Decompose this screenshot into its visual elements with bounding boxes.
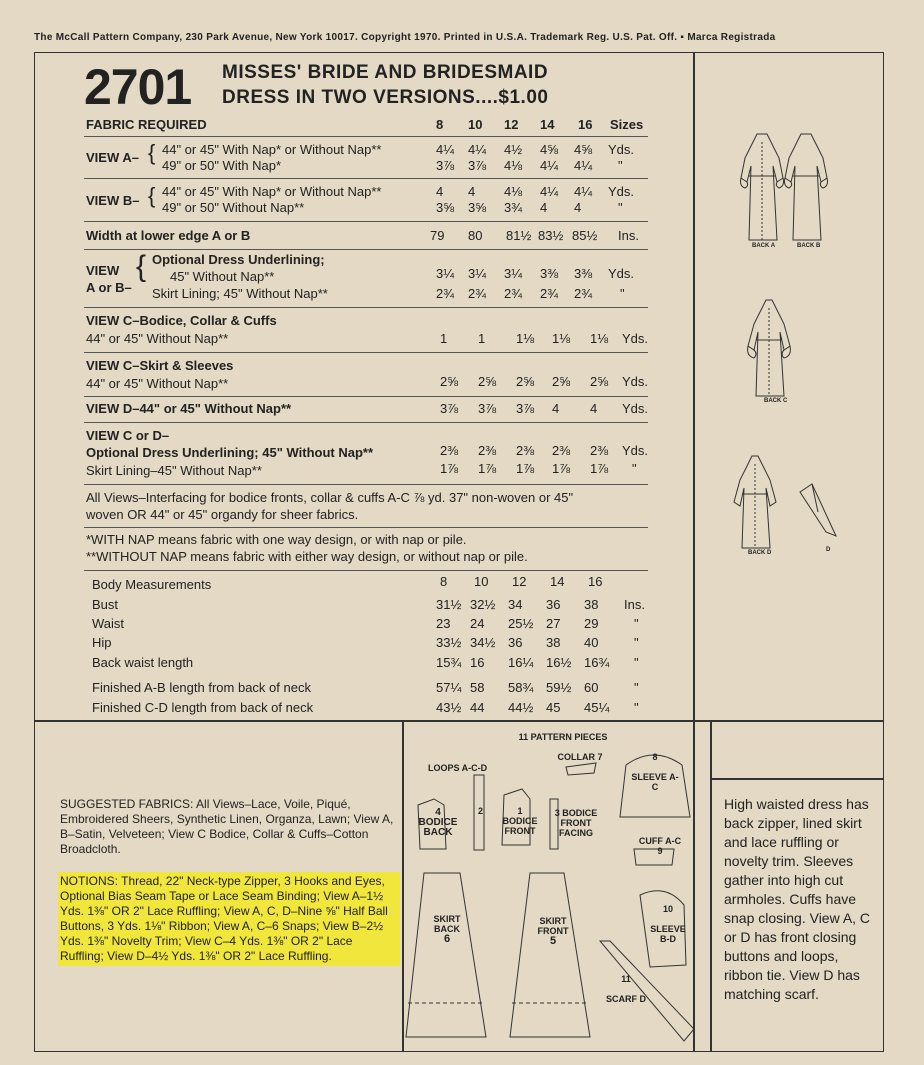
piece-10-label	[648, 904, 688, 944]
measurement-value: 34½	[470, 635, 496, 650]
piece-11-name: SCARF D	[606, 994, 646, 1004]
value-cell: 1⅞	[590, 461, 609, 476]
value-cell: 3¼	[436, 266, 455, 281]
value-cell: 4¼	[540, 158, 559, 173]
measurement-value: 33½	[436, 635, 462, 650]
measurement-value: 23	[436, 616, 451, 631]
measurement-label: Finished A-B length from back of neck	[92, 680, 311, 695]
view-c-skirt-line: 44" or 45" Without Nap**	[86, 376, 229, 391]
view-c-bodice-line: 44" or 45" Without Nap**	[86, 331, 229, 346]
value-unit: Yds.	[622, 443, 649, 458]
view-d-label: VIEW D–44" or 45" Without Nap**	[86, 401, 292, 416]
back-a-label: BACK A	[752, 243, 776, 249]
pattern-number: 2701	[84, 59, 192, 115]
back-view-c-sketch	[740, 296, 800, 406]
measurement-value: 45	[546, 700, 561, 715]
value-cell: 3⅞	[440, 401, 459, 416]
value-cell: 1⅞	[478, 461, 497, 476]
measurement-value: 59½	[546, 680, 572, 695]
measurement-value: 36	[546, 597, 561, 612]
piece-11-num: 11	[621, 974, 631, 984]
value-cell: 2¾	[504, 286, 523, 301]
piece-4-name: BODICE BACK	[418, 817, 458, 838]
measurement-value: 32½	[470, 597, 496, 612]
value-cell: 2⅝	[516, 374, 535, 389]
notions: NOTIONS: Thread, 22" Neck-type Zipper, 3 Hooks and Eyes, Optional Bias Seam Tape or Lace Seam Binding; View A–1½ Yds. 1⅜" OR 2" Lace Ruffling; View A, C, D–Nine ⅝" Half Ball Buttons, 3 Yds. 1⅛" Ribbon; View A, C–6 Snaps; View B–2½ Yds. 1⅜" Novelty Trim; View C–4 Yds. 1⅜" OR 2" Lace Ruffling; View D–4½ Yds. 1⅜" OR 2" Lace Ruffling.	[58, 872, 400, 966]
value-unit: "	[618, 158, 623, 173]
measurement-value: 44	[470, 700, 485, 715]
title-line-1: MISSES' BRIDE AND BRIDESMAID	[222, 62, 549, 83]
measurement-value: 24	[470, 616, 485, 631]
separator	[84, 249, 648, 250]
measurement-value: 16¾	[584, 655, 610, 670]
piece-4-num: 4	[435, 807, 441, 818]
measurement-value: 16¼	[508, 655, 534, 670]
value-cell: 3¼	[468, 266, 487, 281]
separator	[84, 422, 648, 423]
value-cell: 2⅜	[478, 443, 497, 458]
all-views-line-2: woven OR 44" or 45" organdy for sheer fabrics.	[86, 507, 359, 522]
value-cell: 83½	[538, 228, 564, 243]
brace: {	[136, 250, 147, 283]
measurement-unit: Ins.	[624, 597, 645, 612]
measurement-value: 43½	[436, 700, 462, 715]
measurement-value: 40	[584, 635, 599, 650]
loops-label	[428, 763, 487, 773]
view-a-line-2: 49" or 50" With Nap*	[162, 158, 282, 173]
size-header-14: 14	[540, 117, 555, 132]
value-cell: 4	[436, 184, 444, 199]
separator	[84, 178, 648, 179]
measurement-value: 58	[470, 680, 485, 695]
piece-7-num: 7	[597, 752, 603, 762]
piece-3-label	[546, 808, 606, 838]
value-cell: 1⅛	[516, 331, 535, 346]
value-cell: 3¼	[504, 266, 523, 281]
piece-8-label	[630, 752, 680, 792]
value-cell: 4	[574, 200, 582, 215]
value-cell: 2⅝	[590, 374, 609, 389]
value-cell: 81½	[506, 228, 532, 243]
measurement-value: 38	[546, 635, 561, 650]
description-top-line	[710, 778, 884, 780]
value-cell: 2¾	[436, 286, 455, 301]
value-unit: Yds.	[622, 374, 649, 389]
measurement-unit: "	[634, 700, 639, 715]
measurement-label: Bust	[92, 597, 119, 612]
underlining-line-3: Skirt Lining; 45" Without Nap**	[152, 286, 328, 301]
separator	[84, 396, 648, 397]
description-divider	[710, 720, 712, 1052]
view-c-or-d-label: VIEW C or D–	[86, 428, 170, 443]
separator	[84, 307, 648, 308]
measurement-unit: "	[634, 635, 639, 650]
measurement-label: Finished C-D length from back of neck	[92, 700, 314, 715]
scarf-d-label: D	[826, 547, 831, 553]
separator	[84, 221, 648, 222]
piece-5-label	[530, 916, 576, 946]
with-nap-note: *WITH NAP means fabric with one way design, or with nap or pile.	[86, 532, 467, 547]
value-unit: Yds.	[622, 331, 649, 346]
size-header-8: 8	[436, 117, 444, 132]
value-cell: 80	[468, 228, 483, 243]
size-header-16: 16	[588, 574, 603, 589]
measurement-value: 34	[508, 597, 523, 612]
value-cell: 2⅜	[590, 443, 609, 458]
separator	[84, 484, 648, 485]
value-cell: 85½	[572, 228, 598, 243]
loops-name: LOOPS A-C-D	[428, 763, 488, 773]
piece-10-name: SLEEVE B-D	[650, 924, 686, 944]
value-cell: 2⅝	[440, 374, 459, 389]
separator	[84, 570, 648, 571]
view-b-label: VIEW B–	[86, 193, 140, 208]
measurement-value: 27	[546, 616, 561, 631]
value-cell: 4⅝	[540, 142, 559, 157]
size-header-sizes: Sizes	[610, 117, 644, 132]
value-cell: 4¼	[540, 184, 559, 199]
measurement-value: 16	[470, 655, 485, 670]
value-cell: 3¾	[504, 200, 523, 215]
back-d-label: BACK D	[748, 550, 772, 556]
view-c-or-d-line-2: Skirt Lining–45" Without Nap**	[86, 463, 262, 478]
view-b-line-2: 49" or 50" Without Nap**	[162, 200, 305, 215]
measurement-value: 38	[584, 597, 599, 612]
measurement-value: 57¼	[436, 680, 462, 695]
value-cell: 4¼	[574, 158, 593, 173]
value-cell: 4	[590, 401, 598, 416]
measurement-value: 58¾	[508, 680, 534, 695]
piece-8-name: SLEEVE A-C	[631, 772, 679, 792]
value-cell: 2⅝	[552, 374, 571, 389]
publisher-header: The McCall Pattern Company, 230 Park Avenue, New York 10017. Copyright 1970. Printed in U.S.A. Trademark Reg. U.S. Pat. Off. ▪ Marca Registrada	[34, 32, 776, 43]
value-cell: 2⅝	[478, 374, 497, 389]
value-cell: 2¾	[540, 286, 559, 301]
value-unit: Yds.	[622, 401, 649, 416]
measurement-value: 44½	[508, 700, 534, 715]
measurement-label: Waist	[92, 616, 125, 631]
value-cell: 1⅞	[552, 461, 571, 476]
value-unit: Yds.	[608, 142, 635, 157]
value-cell: 1	[440, 331, 448, 346]
piece-7-name: COLLAR	[557, 752, 595, 762]
measurement-value: 25½	[508, 616, 534, 631]
measurement-value: 60	[584, 680, 599, 695]
measurement-value: 15¾	[436, 655, 462, 670]
size-header-12: 12	[504, 117, 519, 132]
measurement-value: 31½	[436, 597, 462, 612]
separator	[84, 352, 648, 353]
value-cell: 4⅛	[504, 184, 523, 199]
value-cell: 4¼	[468, 142, 487, 157]
measurement-unit: "	[634, 655, 639, 670]
piece-6-label	[424, 914, 470, 944]
pattern-pieces-title: 11 PATTERN PIECES	[518, 732, 608, 742]
view-b-line-1: 44" or 45" With Nap* or Without Nap**	[162, 184, 382, 199]
size-header-8: 8	[440, 574, 448, 589]
size-header-16: 16	[578, 117, 593, 132]
value-cell: 2⅜	[552, 443, 571, 458]
value-cell: 4⅝	[574, 142, 593, 157]
size-header-14: 14	[550, 574, 565, 589]
value-cell: 3⅜	[540, 266, 559, 281]
width-lower-edge-label: Width at lower edge A or B	[86, 228, 251, 243]
suggested-fabrics: SUGGESTED FABRICS: All Views–Lace, Voile, Piqué, Embroidered Sheers, Synthetic Linen, Organza, Lawn; View A, B–Satin, Velveteen; View C Bodice, Collar & Cuffs–Cotton Broadcloth.	[60, 797, 394, 856]
view-a-line-1: 44" or 45" With Nap* or Without Nap**	[162, 142, 382, 157]
value-cell: 3⅞	[436, 158, 455, 173]
view-a-label: VIEW A–	[86, 150, 139, 165]
value-unit: "	[620, 286, 625, 301]
back-c-label: BACK C	[764, 398, 788, 404]
value-cell: 1⅛	[552, 331, 571, 346]
piece-6-name: SKIRT BACK	[433, 914, 461, 934]
back-views-a-b-sketch	[735, 128, 835, 248]
piece-4-label	[418, 808, 458, 838]
view-c-or-d-line-1: Optional Dress Underlining; 45" Without Nap**	[86, 445, 374, 460]
value-unit: Ins.	[618, 228, 639, 243]
value-cell: 3⅝	[436, 200, 455, 215]
value-cell: 4	[552, 401, 560, 416]
size-header-12: 12	[512, 574, 527, 589]
value-unit: "	[632, 461, 637, 476]
piece-7-label	[555, 752, 605, 762]
value-cell: 4¼	[574, 184, 593, 199]
piece-6-num: 6	[443, 933, 451, 945]
piece-9-label	[630, 836, 690, 856]
size-header-10: 10	[468, 117, 483, 132]
dress-description: High waisted dress has back zipper, lined skirt and lace ruffling or novelty trim. Sleeves gather into high cut armholes. Cuffs have snap closing. View A, C or D has front closing buttons and loops, ribbon tie. View D has matching scarf.	[724, 796, 871, 1002]
value-cell: 3⅞	[516, 401, 535, 416]
value-cell: 4⅛	[504, 158, 523, 173]
piece-2-num: 2	[478, 806, 484, 816]
brace: {	[148, 183, 156, 208]
piece-1-num: 1	[517, 806, 523, 816]
value-cell: 1	[478, 331, 486, 346]
separator	[84, 136, 648, 137]
piece-1-label	[500, 806, 540, 836]
fabric-required-label: FABRIC REQUIRED	[86, 117, 207, 132]
value-cell: 3⅞	[478, 401, 497, 416]
bottom-section-divider	[34, 720, 884, 722]
value-cell: 4¼	[436, 142, 455, 157]
piece-9-name: CUFF A-C	[638, 836, 682, 846]
value-cell: 4	[540, 200, 548, 215]
without-nap-note: **WITHOUT NAP means fabric with either way design, or without nap or pile.	[86, 549, 528, 564]
piece-3-name: BODICE FRONT FACING	[558, 808, 598, 838]
value-cell: 1⅞	[440, 461, 459, 476]
measurement-value: 36	[508, 635, 523, 650]
value-cell: 2⅜	[516, 443, 535, 458]
underlining-line-1: Optional Dress Underlining;	[152, 252, 325, 267]
piece-5-num: 5	[549, 935, 557, 947]
value-cell: 2¾	[574, 286, 593, 301]
body-measurements-label: Body Measurements	[92, 577, 212, 592]
brace: {	[148, 140, 156, 165]
piece-8-num: 8	[652, 752, 658, 762]
measurement-unit: "	[634, 680, 639, 695]
separator	[84, 527, 648, 528]
back-view-d-sketch	[722, 452, 842, 562]
value-cell: 1⅛	[590, 331, 609, 346]
size-header-10: 10	[474, 574, 489, 589]
value-cell: 4	[468, 184, 476, 199]
underlining-line-2: 45" Without Nap**	[170, 269, 275, 284]
view-c-skirt-label: VIEW C–Skirt & Sleeves	[86, 358, 234, 373]
value-cell: 4½	[504, 142, 523, 157]
value-cell: 2¾	[468, 286, 487, 301]
back-b-label: BACK B	[797, 243, 821, 249]
piece-10-num: 10	[662, 904, 673, 914]
measurement-label: Hip	[92, 635, 112, 650]
measurement-label: Back waist length	[92, 655, 194, 670]
value-cell: 2⅜	[440, 443, 459, 458]
piece-5-name: SKIRT FRONT	[537, 916, 569, 936]
view-c-bodice-label: VIEW C–Bodice, Collar & Cuffs	[86, 313, 277, 328]
view-a-or-b-label: VIEW A or B–	[86, 263, 132, 295]
value-cell: 1⅞	[516, 461, 535, 476]
piece-11-label	[606, 974, 646, 1004]
piece-1-name: BODICE FRONT	[502, 816, 538, 836]
value-cell: 3⅜	[574, 266, 593, 281]
piece-9-num: 9	[657, 846, 663, 856]
measurement-value: 29	[584, 616, 599, 631]
value-unit: Yds.	[608, 184, 635, 199]
value-unit: Yds.	[608, 266, 635, 281]
piece-3-num: 3	[554, 808, 560, 818]
all-views-line-1: All Views–Interfacing for bodice fronts, collar & cuffs A-C ⅞ yd. 37" non-woven or 45"	[86, 490, 574, 505]
value-unit: "	[618, 200, 623, 215]
title-line-2: DRESS IN TWO VERSIONS....$1.00	[222, 87, 549, 108]
value-cell: 79	[430, 228, 445, 243]
measurement-unit: "	[634, 616, 639, 631]
measurement-value: 45¼	[584, 700, 610, 715]
pattern-title	[222, 60, 548, 110]
value-cell: 3⅝	[468, 200, 487, 215]
measurement-value: 16½	[546, 655, 572, 670]
value-cell: 3⅞	[468, 158, 487, 173]
